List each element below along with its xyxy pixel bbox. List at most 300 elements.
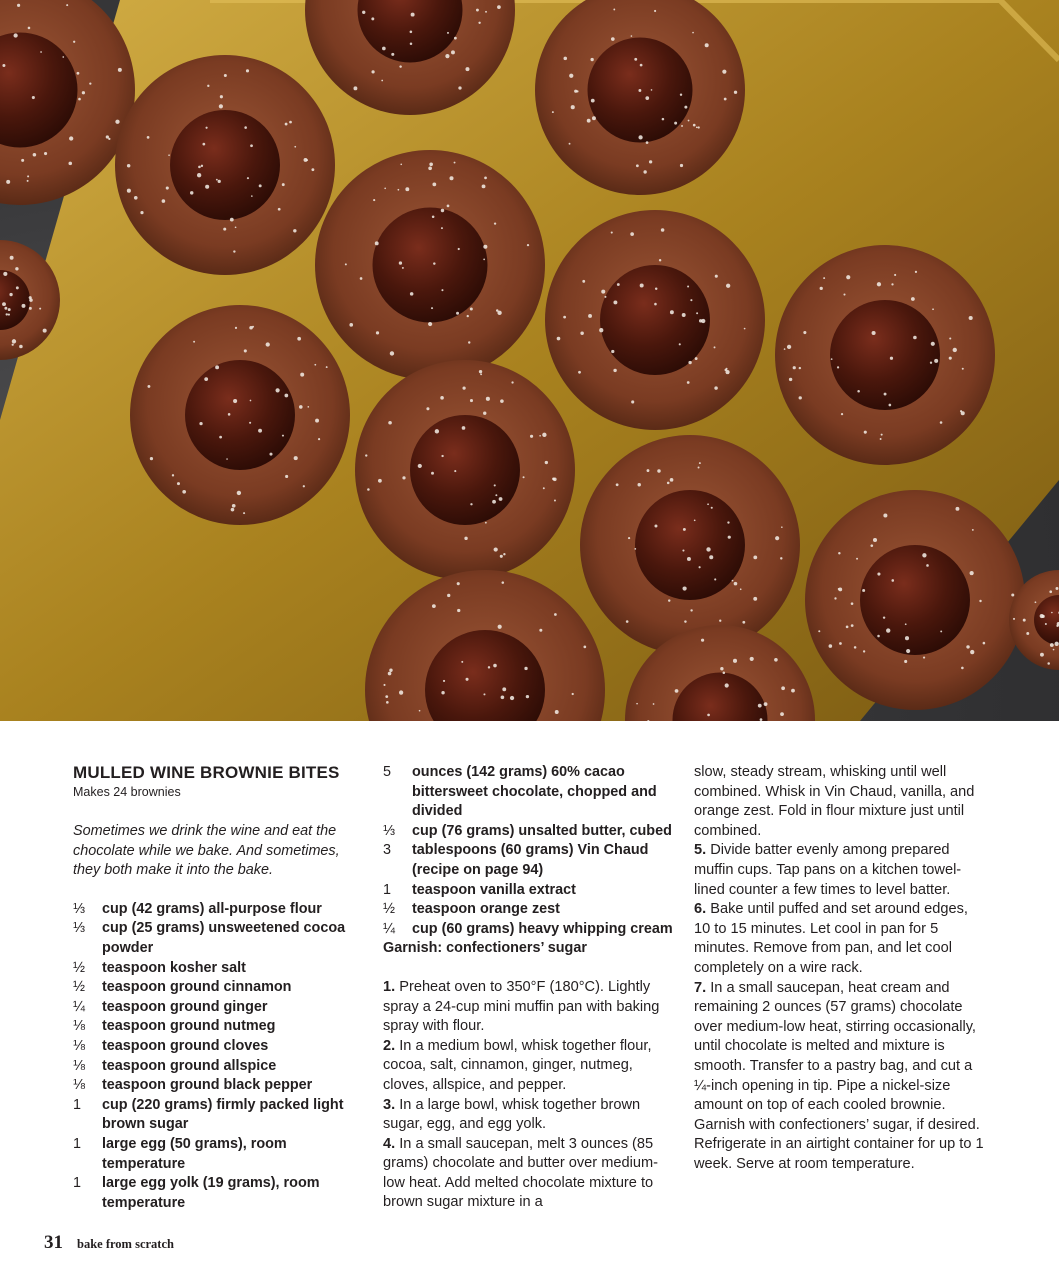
sugar-dust [375, 241, 379, 245]
sugar-dust [127, 164, 130, 167]
sugar-dust [631, 35, 633, 37]
sugar-dust [435, 429, 439, 433]
sugar-dust [269, 453, 272, 456]
sugar-dust [684, 620, 686, 622]
sugar-dust [774, 658, 778, 662]
sugar-dust [972, 529, 974, 531]
sugar-dust [494, 223, 496, 225]
sugar-dust [2, 302, 6, 306]
sugar-dust [367, 488, 370, 491]
step-text: In a medium bowl, whisk together flour, cocoa, salt, cinnamon, ginger, nutmeg, cloves, allspice, and pepper. [383, 1037, 652, 1093]
sugar-dust [284, 394, 288, 398]
ingredient-item [73, 900, 365, 920]
sugar-dust [674, 122, 677, 125]
sugar-dust [66, 4, 68, 6]
sugar-dust [250, 144, 253, 147]
sugar-dust [707, 714, 710, 717]
sugar-dust [753, 555, 757, 559]
sugar-dust [694, 519, 696, 521]
sugar-dust [820, 287, 823, 290]
step-number: 4. [383, 1135, 396, 1152]
sugar-dust [108, 138, 110, 140]
sugar-dust [670, 478, 674, 482]
sugar-dust [465, 67, 469, 71]
ganache-topping [373, 208, 488, 323]
sugar-dust [233, 250, 235, 252]
page-number: 31 [44, 1232, 63, 1253]
sugar-dust [956, 507, 960, 511]
sugar-dust [545, 461, 548, 464]
sugar-dust [698, 467, 700, 469]
sugar-dust [626, 620, 629, 623]
sugar-dust [500, 555, 503, 558]
sugar-dust [923, 657, 925, 659]
sugar-dust [1023, 619, 1026, 622]
sugar-dust [696, 312, 698, 314]
step-list-1 [383, 978, 678, 1213]
sugar-dust [388, 421, 392, 425]
step-text: slow, steady stream, whisking until well combined. Whisk in Vin Chaud, vanilla, and orange zest. Fold in flour mixture just until combined. [694, 764, 975, 839]
sugar-dust [711, 507, 713, 509]
sugar-dust [418, 464, 422, 468]
sugar-dust [307, 406, 309, 408]
sugar-dust [611, 350, 614, 353]
ingredient-item [73, 1174, 365, 1213]
sugar-dust [857, 390, 860, 393]
sugar-dust [493, 664, 497, 668]
sugar-dust [552, 111, 554, 113]
sugar-dust [172, 474, 174, 476]
sugar-dust [611, 37, 615, 41]
sugar-dust [880, 438, 882, 440]
sugar-dust [740, 588, 742, 590]
sugar-dust [645, 96, 649, 100]
sugar-dust [201, 165, 203, 167]
sugar-dust [1040, 653, 1044, 657]
ganache-topping [185, 360, 295, 470]
sugar-dust [572, 693, 574, 695]
sugar-dust [687, 557, 691, 561]
sugar-dust [431, 307, 433, 309]
sugar-dust [789, 378, 792, 381]
sugar-dust [9, 293, 12, 296]
sugar-dust [202, 143, 205, 146]
sugar-dust [1045, 623, 1047, 625]
sugar-dust [447, 205, 450, 208]
sugar-dust [483, 245, 487, 249]
sugar-dust [851, 602, 854, 605]
sugar-dust [428, 166, 432, 170]
sugar-dust [503, 553, 505, 555]
sugar-dust [653, 703, 655, 705]
sugar-dust [682, 313, 686, 317]
sugar-dust [722, 70, 726, 74]
sugar-dust [690, 609, 692, 611]
sugar-dust [949, 357, 952, 360]
sugar-dust [230, 218, 234, 222]
sugar-dust [1056, 587, 1059, 590]
sugar-dust [580, 331, 583, 334]
sugar-dust [177, 482, 180, 485]
sugar-dust [823, 277, 825, 279]
sugar-dust [410, 42, 413, 45]
sugar-dust [456, 312, 459, 315]
sugar-dust [378, 479, 382, 483]
sugar-dust [315, 419, 319, 423]
sugar-dust [243, 512, 245, 514]
sugar-dust [483, 412, 486, 415]
sugar-dust [911, 297, 915, 301]
sugar-dust [613, 9, 615, 11]
sugar-dust [837, 366, 839, 368]
sugar-dust [679, 343, 681, 345]
sugar-dust [249, 422, 251, 424]
sugar-dust [457, 582, 460, 585]
ingredient-desc: teaspoon ground cloves [102, 1037, 269, 1054]
sugar-dust [1050, 643, 1054, 647]
sugar-dust [1011, 594, 1014, 597]
sugar-dust [883, 616, 885, 618]
sugar-dust [282, 435, 284, 437]
sugar-dust [709, 555, 713, 559]
sugar-dust [28, 27, 31, 30]
sugar-dust [799, 367, 801, 369]
sugar-dust [77, 72, 80, 75]
sugar-dust [592, 116, 596, 120]
sugar-dust [73, 41, 75, 43]
sugar-dust [557, 337, 561, 341]
column-3 [694, 763, 986, 1174]
sugar-dust [432, 215, 435, 218]
sugar-dust [734, 91, 737, 94]
sugar-dust [447, 32, 449, 34]
sugar-dust [638, 135, 642, 139]
ingredient-qty: 5 [383, 764, 392, 780]
sugar-dust [646, 141, 649, 144]
ingredient-item [73, 1057, 365, 1077]
sugar-dust [389, 669, 392, 672]
sugar-dust [904, 660, 907, 663]
ingredient-desc: teaspoon ground allspice [102, 1057, 277, 1074]
ingredient-list-1 [73, 900, 365, 1214]
sugar-dust [930, 362, 932, 364]
ingredient-qty: ⅓ [73, 900, 86, 917]
sugar-dust [300, 373, 304, 377]
sugar-dust [511, 381, 513, 383]
sugar-dust [78, 98, 81, 101]
sugar-dust [485, 11, 487, 13]
sugar-dust [376, 331, 379, 334]
sugar-dust [182, 490, 186, 494]
sugar-dust [838, 588, 840, 590]
ganache-topping [600, 265, 710, 375]
sugar-dust [127, 189, 131, 193]
sugar-dust [682, 586, 686, 590]
sugar-dust [252, 326, 254, 328]
sugar-dust [386, 701, 389, 704]
sugar-dust [1026, 632, 1029, 635]
sugar-dust [441, 691, 444, 694]
sugar-dust [793, 366, 796, 369]
sugar-dust [445, 54, 449, 58]
ingredient-desc: cup (76 grams) unsalted butter, cubed [412, 822, 672, 839]
sugar-dust [636, 703, 638, 705]
sugar-dust [470, 503, 472, 505]
sugar-dust [2, 64, 5, 67]
sugar-dust [862, 589, 865, 592]
ingredient-item [73, 998, 365, 1018]
sugar-dust [780, 557, 782, 559]
sugar-dust [970, 571, 974, 575]
ingredient-item [383, 841, 678, 880]
sugar-dust [886, 628, 890, 632]
sugar-dust [569, 74, 573, 78]
sugar-dust [723, 672, 726, 675]
ingredient-qty: ⅓ [383, 822, 396, 839]
sugar-dust [400, 164, 402, 166]
sugar-dust [282, 183, 285, 186]
sugar-dust [454, 162, 456, 164]
sugar-dust [970, 650, 974, 654]
sugar-dust [462, 387, 465, 390]
sugar-dust [742, 621, 745, 624]
ingredient-qty: 1 [73, 1096, 82, 1113]
sugar-dust [680, 93, 682, 95]
sugar-dust [466, 678, 469, 681]
sugar-dust [478, 22, 480, 24]
sugar-dust [631, 400, 634, 403]
sugar-dust [588, 314, 592, 318]
sugar-dust [6, 313, 8, 315]
sugar-dust [539, 629, 542, 632]
sugar-dust [719, 620, 721, 622]
sugar-dust [318, 438, 320, 440]
sugar-dust [655, 287, 657, 289]
sugar-dust [399, 261, 402, 264]
sugar-dust [432, 604, 436, 608]
ingredient-qty: ½ [383, 901, 396, 918]
sugar-dust [441, 289, 443, 291]
sugar-dust [360, 277, 363, 280]
sugar-dust [500, 399, 504, 403]
sugar-dust [428, 322, 432, 326]
sugar-dust [688, 120, 690, 122]
sugar-dust [502, 581, 505, 584]
sugar-dust [419, 710, 421, 712]
sugar-dust [499, 497, 503, 501]
step-list-2 [694, 763, 986, 1174]
step-number: 5. [694, 842, 707, 859]
sugar-dust [402, 267, 404, 269]
sugar-dust [33, 153, 37, 157]
sugar-dust [205, 185, 209, 189]
sugar-dust [250, 400, 252, 402]
sugar-dust [476, 9, 479, 12]
ingredient-qty: ⅛ [73, 1018, 86, 1035]
sugar-dust [479, 370, 482, 373]
sugar-dust [728, 536, 731, 539]
sugar-dust [251, 195, 253, 197]
sugar-dust [12, 339, 16, 343]
ingredient-item [73, 1037, 365, 1057]
sugar-dust [349, 323, 353, 327]
sugar-dust [458, 248, 460, 250]
sugar-dust [231, 508, 235, 512]
sugar-dust [638, 483, 641, 486]
ingredient-desc: teaspoon orange zest [412, 901, 560, 918]
sugar-dust [680, 164, 683, 167]
sugar-dust [166, 186, 169, 189]
sugar-dust [690, 299, 692, 301]
sugar-dust [484, 176, 487, 179]
sugar-dust [932, 308, 934, 310]
sugar-dust [554, 613, 557, 616]
sugar-dust [582, 280, 585, 283]
sugar-dust [162, 199, 166, 203]
sugar-dust [15, 267, 18, 270]
ingredient-qty: ½ [73, 979, 86, 996]
sugar-dust [39, 308, 41, 310]
step-number: 1. [383, 978, 396, 995]
sugar-dust [668, 599, 670, 601]
sugar-dust [734, 582, 738, 586]
sugar-dust [115, 120, 119, 124]
sugar-dust [382, 47, 386, 51]
sugar-dust [616, 483, 619, 486]
sugar-dust [714, 386, 717, 389]
sugar-dust [1051, 612, 1053, 614]
sugar-dust [482, 184, 486, 188]
sugar-dust [235, 327, 237, 329]
ingredient-item [73, 959, 365, 979]
sugar-dust [969, 316, 973, 320]
step-item [383, 1037, 678, 1096]
sugar-dust [454, 37, 457, 40]
sugar-dust [385, 695, 388, 698]
sugar-dust [19, 345, 23, 349]
ganache-topping [410, 415, 520, 525]
ingredient-qty: ⅛ [73, 1077, 86, 1094]
sugar-dust [571, 105, 575, 109]
sugar-dust [682, 549, 684, 551]
recipe-yield: Makes 24 brownies [73, 785, 181, 799]
ingredient-desc: ounces (142 grams) 60% cacao bittersweet chocolate, chopped and divided [412, 764, 657, 820]
sugar-dust [683, 528, 686, 531]
ingredient-desc: cup (25 grams) unsweetened cocoa powder [102, 920, 346, 956]
sugar-dust [399, 65, 401, 67]
sugar-dust [405, 187, 409, 191]
sugar-dust [495, 494, 497, 496]
sugar-dust [931, 342, 935, 346]
sugar-dust [781, 526, 783, 528]
sugar-dust [877, 572, 880, 575]
sugar-dust [854, 646, 857, 649]
step-text: In a large bowl, whisk together brown sugar, egg, and egg yolk. [383, 1096, 641, 1133]
sugar-dust [1053, 649, 1055, 651]
sugar-dust [303, 485, 305, 487]
sugar-dust [870, 544, 873, 547]
sugar-dust [787, 345, 791, 349]
sugar-dust [193, 341, 195, 343]
sugar-dust [118, 68, 122, 72]
sugar-dust [725, 683, 729, 687]
step-text: Bake until puffed and set around edges, 10 to 15 minutes. Let cool in pan for 5 minutes. Remove from pan, and let cool completely on a wire rack. [694, 901, 968, 976]
sugar-dust [470, 399, 473, 402]
sugar-dust [638, 89, 641, 92]
sugar-dust [714, 578, 716, 580]
sugar-dust [670, 310, 674, 314]
ganache-topping [635, 490, 745, 600]
sugar-dust [983, 642, 986, 645]
sugar-dust [651, 89, 653, 91]
sugar-dust [906, 649, 910, 653]
sugar-dust [498, 625, 502, 629]
sugar-dust [604, 296, 606, 298]
step-number: 3. [383, 1096, 396, 1113]
ingredient-item [383, 881, 678, 901]
sugar-dust [705, 43, 709, 47]
sugar-dust [458, 86, 461, 89]
sugar-dust [399, 690, 403, 694]
sugar-dust [492, 500, 496, 504]
sugar-dust [841, 413, 843, 415]
sugar-dust [226, 458, 228, 460]
sugar-dust [4, 307, 7, 310]
sugar-dust [611, 231, 613, 233]
sugar-dust [553, 477, 557, 481]
sugar-dust [775, 536, 779, 540]
ingredient-item [73, 1017, 365, 1037]
sugar-dust [410, 31, 413, 34]
step-text: Divide batter evenly among prepared muffin cups. Tap pans on a kitchen towel-lined counter a few times to level batter. [694, 842, 962, 898]
sugar-dust [784, 348, 786, 350]
sugar-dust [1035, 601, 1037, 603]
sugar-dust [846, 626, 849, 629]
ingredient-desc: teaspoon ground ginger [102, 998, 268, 1015]
sugar-dust [915, 271, 917, 273]
sugar-dust [818, 630, 820, 632]
sugar-dust [613, 369, 616, 372]
sugar-dust [526, 695, 529, 698]
ingredient-qty: 1 [73, 1175, 82, 1192]
sugar-dust [397, 189, 399, 191]
ingredient-item [73, 1135, 365, 1174]
sugar-dust [750, 657, 754, 661]
sugar-dust [654, 525, 657, 528]
ingredient-item [383, 920, 678, 940]
sugar-dust [314, 364, 316, 366]
sugar-dust [940, 421, 943, 424]
ingredient-desc: cup (220 grams) firmly packed light brown sugar [102, 1096, 344, 1133]
step-number: 7. [694, 979, 707, 996]
sugar-dust [69, 136, 73, 140]
sugar-dust [381, 80, 383, 82]
sugar-dust [698, 126, 700, 128]
sugar-dust [62, 56, 64, 58]
sugar-dust [675, 689, 679, 693]
ingredient-qty: ¼ [383, 920, 396, 937]
sugar-dust [555, 710, 559, 714]
sugar-dust [856, 558, 858, 560]
sugar-dust [480, 373, 482, 375]
sugar-dust [799, 396, 802, 399]
sugar-dust [701, 639, 704, 642]
sugar-dust [345, 263, 347, 265]
sugar-dust [244, 126, 247, 129]
sugar-dust [732, 580, 734, 582]
sugar-dust [699, 462, 701, 464]
sugar-dust [461, 661, 463, 663]
